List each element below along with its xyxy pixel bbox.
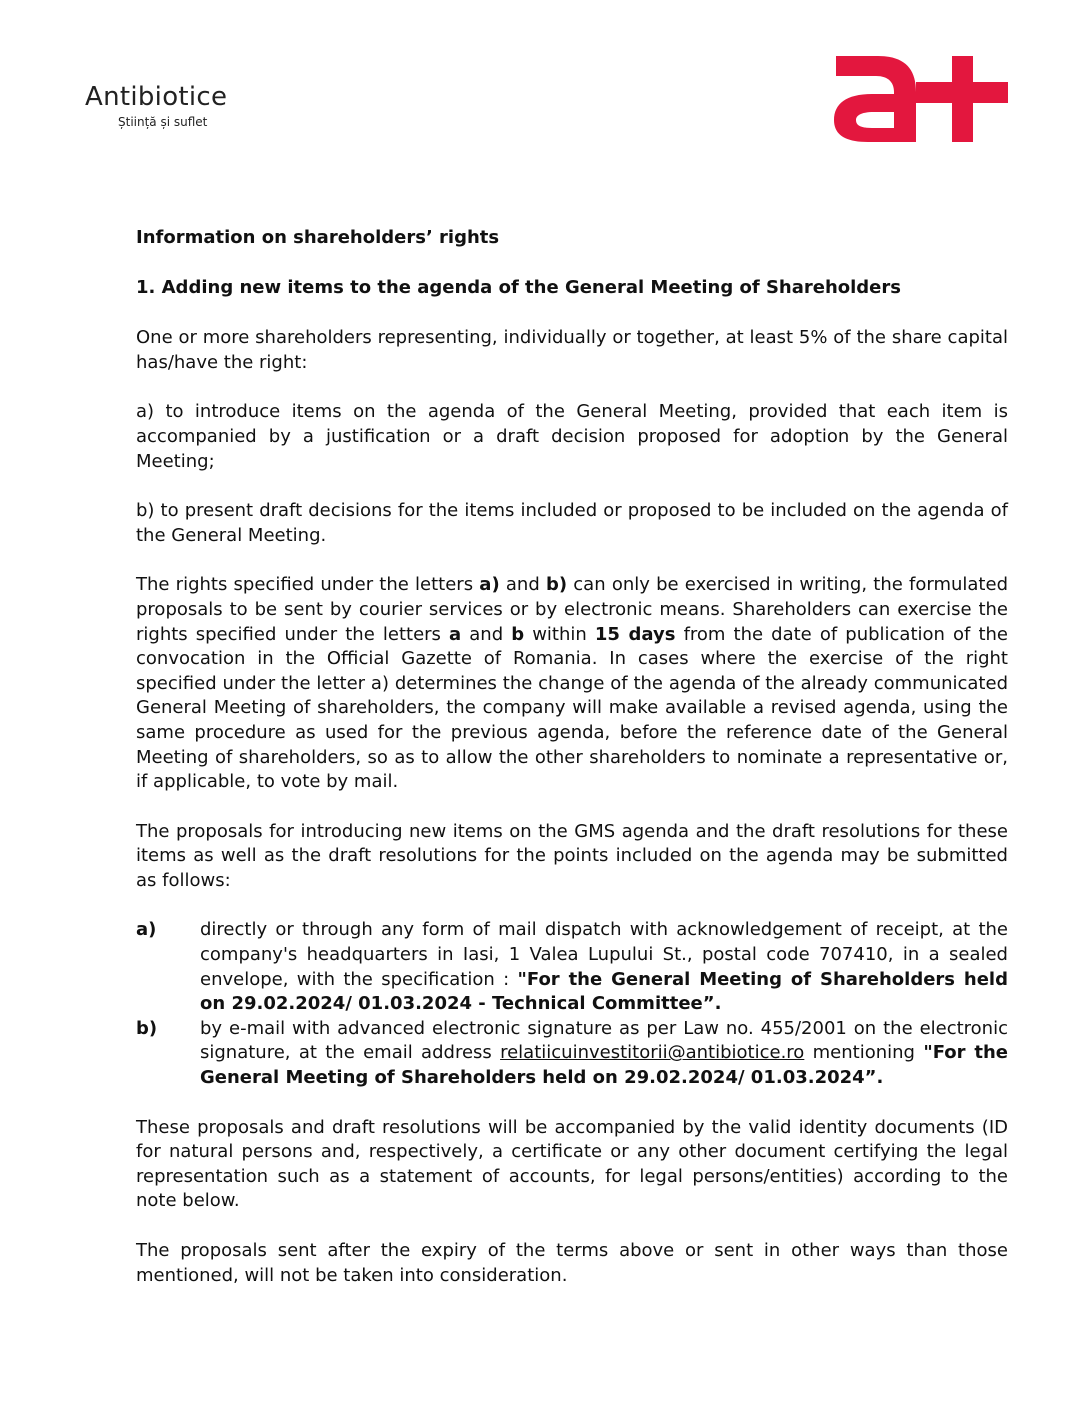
list-item	[136, 1017, 1008, 1091]
paragraph-proposals-submission: The proposals for introducing new items on the GMS agenda and the draft resolutions for these items as well as the draft resolutions for the points included on the agenda may be submitted as follows:	[136, 820, 1008, 891]
a-plus-logo-icon	[832, 56, 1008, 148]
list-item-text: by e-mail with advanced electronic signature as per Law no. 455/2001 on the electronic signature, at the email address relatiicuinvestitorii@antibiotice.ro mentioning "For the General Meeting of Shareholders held on 29.02.2024/ 01.03.2024”.	[200, 1017, 1008, 1089]
section-1-heading: 1. Adding new items to the agenda of the General Meeting of Shareholders	[136, 276, 901, 298]
submission-methods-list	[136, 918, 1008, 1090]
brand-name: Antibiotice	[85, 82, 228, 112]
list-marker: a)	[136, 919, 157, 941]
document-title: Information on shareholders’ rights	[136, 227, 500, 248]
paragraph-exercise-rights: The rights specified under the letters a) and b) can only be exercised in writing, the formulated proposals to be sent by courier services or by electronic means. Shareholders can exercise the rights specified under the letters a and b within 15 days from the date of publication of the convocation in the Official Gazette of Romania. In cases where the exercise of the right specified under the letter a) determines the change of the agenda of the already communicated General Meeting of shareholders, the company will make available a revised agenda, using the same procedure as used for the previous agenda, before the reference date of the General Meeting of shareholders, so as to allow the other shareholders to nominate a representative or, if applicable, to vote by mail.	[136, 574, 1008, 793]
brand-tagline: Știință și suflet	[118, 115, 208, 129]
list-marker: b)	[136, 1017, 158, 1039]
antibiotice-logo	[85, 84, 227, 129]
paragraph-right-a: a) to introduce items on the agenda of the General Meeting, provided that each item is accompanied by a justification or a draft decision proposed for adoption by the General Meeting;	[136, 401, 1008, 472]
investor-relations-email-link[interactable]: relatiicuinvestitorii@antibiotice.ro	[500, 1042, 805, 1064]
paragraph-right-b: b) to present draft decisions for the items included or proposed to be included on the agenda of the General Meeting.	[136, 500, 1008, 546]
document-body	[136, 226, 1008, 1313]
paragraph-identity-documents: These proposals and draft resolutions will be accompanied by the valid identity documents (ID for natural persons and, respectively, a certificate or any other document certifying the legal representation such as a statement of accounts, for legal persons/entities) according to the note below.	[136, 1116, 1008, 1212]
list-item-text: directly or through any form of mail dispatch with acknowledgement of receipt, at the company's headquarters in Iasi, 1 Valea Lupului St., postal code 707410, in a sealed envelope, with the specification : "For the General Meeting of Shareholders held on 29.02.2024/ 01.03.2024 - Technical Committee”.	[200, 919, 1008, 1015]
paragraph-shareholders-right: One or more shareholders representing, individually or together, at least 5% of the share capital has/have the right:	[136, 327, 1008, 373]
list-item	[136, 918, 1008, 1016]
paragraph-late-proposals: The proposals sent after the expiry of the terms above or sent in other ways than those mentioned, will not be taken into consideration.	[136, 1240, 1008, 1286]
